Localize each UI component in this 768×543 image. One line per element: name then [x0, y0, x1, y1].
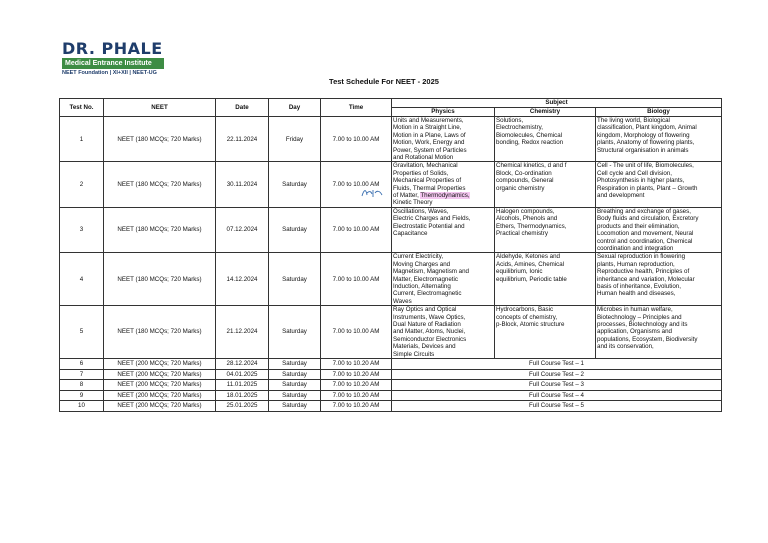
cell-chemistry: Solutions, Electrochemistry, Biomolecules, Chemical bonding, Redox reaction	[495, 117, 596, 162]
cell-neet: NEET (180 MCQs; 720 Marks)	[104, 306, 216, 359]
cell-test-no: 2	[60, 162, 104, 207]
cell-physics: Current Electricity, Moving Charges and Magnetism, Magnetism and Matter, Electromagnetic Induction, Alternating Current, Electromagnetic Waves	[392, 253, 495, 306]
table-row	[60, 207, 722, 252]
table-row	[60, 401, 722, 412]
cell-time: 7.00 to 10.00 AM	[321, 117, 392, 162]
cell-test-no: 7	[60, 369, 104, 380]
cell-full-course-test: Full Course Test – 1	[392, 359, 722, 370]
cell-neet: NEET (180 MCQs; 720 Marks)	[104, 162, 216, 207]
cell-chemistry: Halogen compounds, Alcohols, Phenols and Ethers, Thermodynamics, Practical chemistry	[495, 207, 596, 252]
cell-date: 25.01.2025	[216, 401, 269, 412]
cell-time: 7.00 to 10.00 AM	[321, 162, 392, 207]
cell-day: Saturday	[269, 390, 321, 401]
cell-date: 18.01.2025	[216, 390, 269, 401]
table-row	[60, 380, 722, 391]
header-chemistry: Chemistry	[495, 108, 596, 117]
institute-logo	[62, 40, 172, 77]
header-date: Date	[216, 99, 269, 117]
cell-day: Saturday	[269, 380, 321, 391]
cell-day: Saturday	[269, 253, 321, 306]
table-row	[60, 117, 722, 162]
physics-text: Gravitation, Mechanical Properties of Solids, Mechanical Properties of Fluids, Thermal Properties of Matter,	[393, 162, 466, 200]
cell-biology: Breathing and exchange of gases, Body fluids and circulation, Excretory products and their elimination, Locomotion and movement, Neural control and coordination, Chemical coordination and integration	[596, 207, 722, 252]
cell-neet: NEET (200 MCQs; 720 Marks)	[104, 390, 216, 401]
cell-physics	[392, 162, 495, 207]
cell-day: Saturday	[269, 369, 321, 380]
cell-day: Friday	[269, 117, 321, 162]
header-subject: Subject	[392, 99, 722, 108]
cell-physics: Ray Optics and Optical Instruments, Wave Optics, Dual Nature of Radiation and Matter, Atoms, Nuclei, Semiconductor Electronics Materials, Devices and Simple Circuits	[392, 306, 495, 359]
cell-time: 7.00 to 10.00 AM	[321, 207, 392, 252]
cell-time: 7.00 to 10.20 AM	[321, 369, 392, 380]
schedule-table	[59, 98, 722, 412]
cell-date: 30.11.2024	[216, 162, 269, 207]
cell-date: 22.11.2024	[216, 117, 269, 162]
cell-test-no: 8	[60, 380, 104, 391]
cell-biology: Sexual reproduction in flowering plants, Human reproduction, Reproductive health, Principles of inheritance and variation, Molecular basis of inheritance, Evolution, Human health and diseases,	[596, 253, 722, 306]
cell-neet: NEET (200 MCQs; 720 Marks)	[104, 380, 216, 391]
cell-date: 04.01.2025	[216, 369, 269, 380]
cell-physics: Units and Measurements, Motion in a Straight Line, Motion in a Plane, Laws of Motion, Work, Energy and Power, System of Particles and Rotational Motion	[392, 117, 495, 162]
cell-test-no: 4	[60, 253, 104, 306]
cell-test-no: 5	[60, 306, 104, 359]
cell-chemistry: Aldehyde, Ketones and Acids, Amines, Chemical equilibrium, Ionic equilibrium, Periodic table	[495, 253, 596, 306]
cell-test-no: 6	[60, 359, 104, 370]
cell-chemistry: Chemical kinetics, d and f Block, Co-ordination compounds, General organic chemistry	[495, 162, 596, 207]
cell-date: 14.12.2024	[216, 253, 269, 306]
table-row	[60, 162, 722, 207]
logo-name: DR. PHALE	[62, 39, 163, 58]
cell-full-course-test: Full Course Test – 4	[392, 390, 722, 401]
table-row	[60, 306, 722, 359]
cell-day: Saturday	[269, 306, 321, 359]
header-row	[60, 99, 722, 108]
cell-test-no: 10	[60, 401, 104, 412]
header-time: Time	[321, 99, 392, 117]
handwritten-mark-icon	[360, 187, 384, 199]
cell-neet: NEET (200 MCQs; 720 Marks)	[104, 359, 216, 370]
cell-time: 7.00 to 10.20 AM	[321, 359, 392, 370]
highlighted-text: Thermodynamics,	[420, 192, 470, 200]
cell-biology: The living world, Biological classification, Plant kingdom, Animal kingdom, Morphology of flowering plants, Anatomy of flowering plants, Structural organisation in animals	[596, 117, 722, 162]
header-physics: Physics	[392, 108, 495, 117]
cell-time: 7.00 to 10.00 AM	[321, 306, 392, 359]
cell-date: 11.01.2025	[216, 380, 269, 391]
cell-date: 28.12.2024	[216, 359, 269, 370]
cell-neet: NEET (200 MCQs; 720 Marks)	[104, 401, 216, 412]
cell-time: 7.00 to 10.20 AM	[321, 390, 392, 401]
cell-neet: NEET (180 MCQs; 720 Marks)	[104, 207, 216, 252]
header-neet: NEET	[104, 99, 216, 117]
cell-day: Saturday	[269, 359, 321, 370]
table-row	[60, 253, 722, 306]
logo-institute: Medical Entrance Institute	[62, 58, 164, 69]
cell-time: 7.00 to 10.20 AM	[321, 401, 392, 412]
header-test-no: Test No.	[60, 99, 104, 117]
table-row	[60, 390, 722, 401]
cell-neet: NEET (180 MCQs; 720 Marks)	[104, 253, 216, 306]
cell-test-no: 1	[60, 117, 104, 162]
cell-full-course-test: Full Course Test – 3	[392, 380, 722, 391]
table-row	[60, 359, 722, 370]
cell-neet: NEET (200 MCQs; 720 Marks)	[104, 369, 216, 380]
header-biology: Biology	[596, 108, 722, 117]
header-day: Day	[269, 99, 321, 117]
cell-chemistry: Hydrocarbons, Basic concepts of chemistry, p-Block, Atomic structure	[495, 306, 596, 359]
document-title: Test Schedule For NEET - 2025	[329, 77, 439, 86]
cell-biology: Microbes in human welfare, Biotechnology – Principles and processes, Biotechnology and its application, Organisms and populations, Ecosystem, Biodiversity and its conservation,	[596, 306, 722, 359]
cell-day: Saturday	[269, 207, 321, 252]
cell-full-course-test: Full Course Test – 5	[392, 401, 722, 412]
cell-time: 7.00 to 10.20 AM	[321, 380, 392, 391]
cell-biology: Cell - The unit of life, Biomolecules, Cell cycle and Cell division, Photosynthesis in higher plants, Respiration in plants, Plant – Growth and development	[596, 162, 722, 207]
cell-day: Saturday	[269, 401, 321, 412]
cell-neet: NEET (180 MCQs; 720 Marks)	[104, 117, 216, 162]
cell-full-course-test: Full Course Test – 2	[392, 369, 722, 380]
cell-date: 21.12.2024	[216, 306, 269, 359]
cell-day: Saturday	[269, 162, 321, 207]
cell-test-no: 3	[60, 207, 104, 252]
logo-tagline: NEET Foundation | XI+XII | NEET-UG	[62, 70, 157, 76]
cell-time: 7.00 to 10.00 AM	[321, 253, 392, 306]
cell-test-no: 9	[60, 390, 104, 401]
table-row	[60, 369, 722, 380]
cell-physics: Oscillations, Waves, Electric Charges and Fields, Electrostatic Potential and Capacitance	[392, 207, 495, 252]
physics-text-end: Kinetic Theory	[393, 199, 433, 207]
cell-date: 07.12.2024	[216, 207, 269, 252]
